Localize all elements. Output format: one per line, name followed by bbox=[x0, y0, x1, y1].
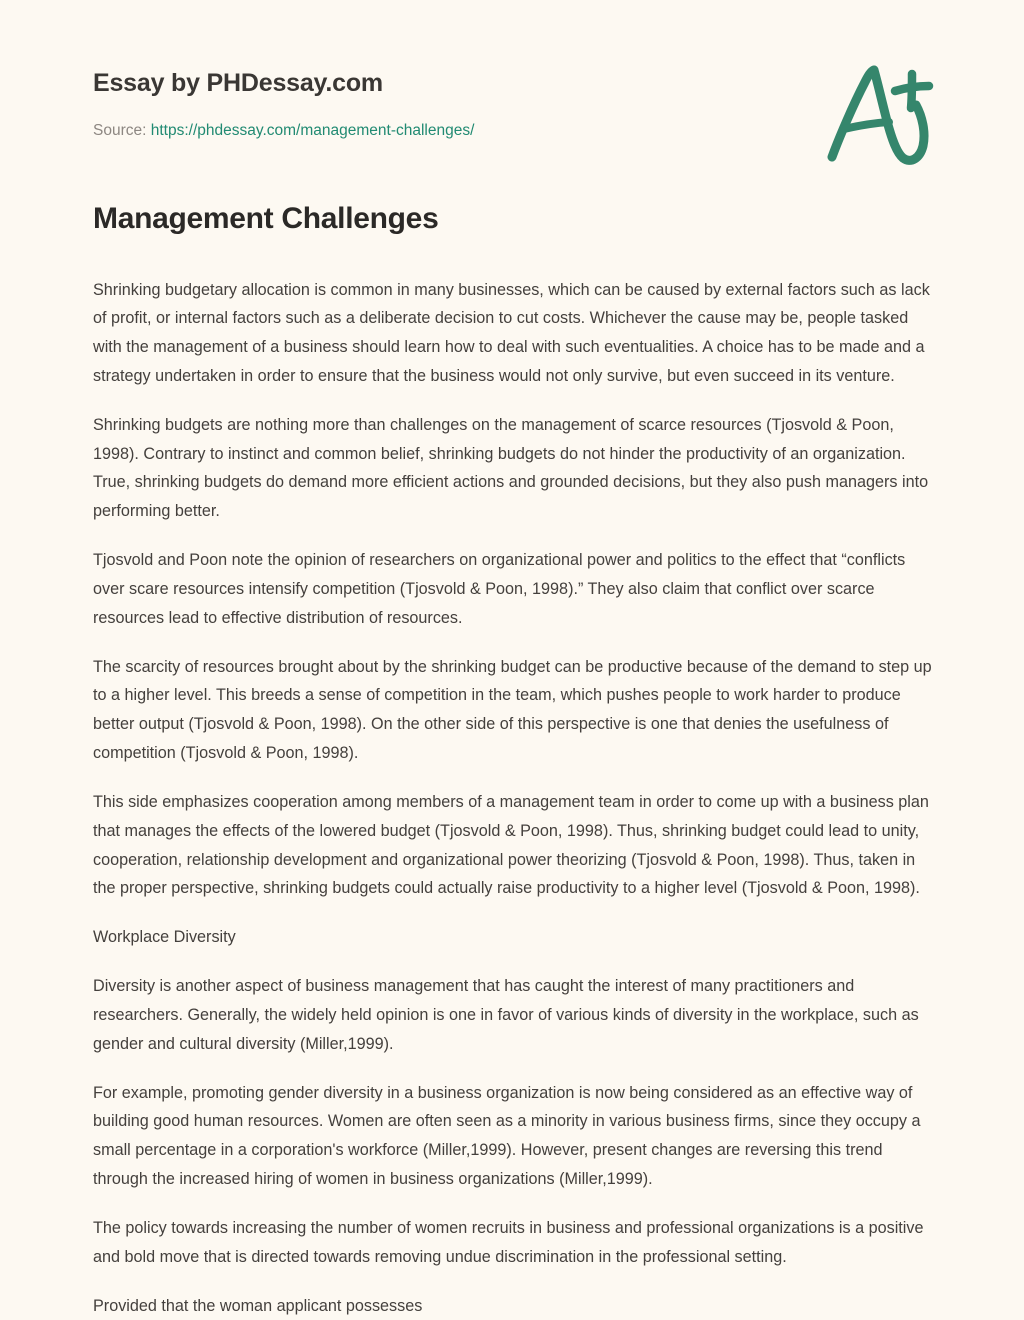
a-plus-logo-icon bbox=[819, 58, 944, 168]
paragraph: Tjosvold and Poon note the opinion of researchers on organizational power and politics to the effect that “conflicts over scare resources intensify competition (Tjosvold & Poon, 1998).” They also claim that conflict over scarce resources lead to effective distribution of resources. bbox=[93, 551, 906, 627]
source-label: Source: bbox=[93, 122, 147, 139]
paragraph: This side emphasizes cooperation among members of a management team in order to come up with a business plan that manages the effects of the lowered budget (Tjosvold & Poon, 1998). Thus, shrinking budget could lead to unity, cooperation, relationship development and organizational power theorizing (Tjosvold & Poon, 1998). Thus, taken in the proper perspective, shrinking budgets could actually raise productivity to a higher level (Tjosvold & Poon, 1998). bbox=[93, 792, 929, 898]
source-url-link[interactable]: https://phdessay.com/management-challenges/ bbox=[150, 122, 475, 139]
article-body bbox=[0, 200, 1024, 1320]
paragraph: For example, promoting gender diversity in a business organization is now being considered as an effective way of building good human resources. Women are often seen as a minority in various business firms, since they occupy a small percentage in a corporation's workforce (Miller,1999). However, present changes are reversing this trend through the increased hiring of women in business organizations (Miller,1999). bbox=[93, 1083, 921, 1189]
paragraph: Shrinking budgetary allocation is common in many businesses, which can be caused by external factors such as lack of profit, or internal factors such as a deliberate decision to cut costs. Whichever the cause may be, people tasked with the management of a business should learn how to deal with such eventualities. A choice has to be made and a strategy undertaken in order to ensure that the business would not only survive, but even succeed in its venture. bbox=[93, 280, 930, 385]
paragraph-truncated: Provided that the woman applicant possesses bbox=[93, 1296, 423, 1315]
a-plus-logo bbox=[819, 58, 944, 168]
paragraph: Diversity is another aspect of business management that has caught the interest of many practitioners and researchers. Generally, the widely held opinion is one in favor of various kinds of diversity in the workplace, such as gender and cultural diversity (Miller,1999). bbox=[93, 977, 919, 1053]
page-header bbox=[0, 0, 1024, 200]
paragraph: The scarcity of resources brought about by the shrinking budget can be productive because of the demand to step up to a higher level. This breeds a sense of competition in the team, which pushes people to work harder to produce better output (Tjosvold & Poon, 1998). On the other side of this perspective is one that denies the usefulness of competition (Tjosvold & Poon, 1998). bbox=[93, 657, 932, 763]
paragraph: Shrinking budgets are nothing more than challenges on the management of scarce resources (Tjosvold & Poon, 1998). Contrary to instinct and common belief, shrinking budgets do not hinder the productivity of an organization. True, shrinking budgets do demand more efficient actions and grounded decisions, but they also push managers into performing better. bbox=[93, 415, 929, 521]
page-title: Management Challenges bbox=[93, 202, 439, 235]
source-line bbox=[93, 120, 934, 142]
paragraph: The policy towards increasing the number of women recruits in business and professional organizations is a positive and bold move that is directed towards removing undue discrimination in the professional setting. bbox=[93, 1218, 924, 1266]
section-heading-workplace-diversity: Workplace Diversity bbox=[93, 928, 236, 947]
brand-title: Essay by PHDessay.com bbox=[93, 69, 383, 97]
